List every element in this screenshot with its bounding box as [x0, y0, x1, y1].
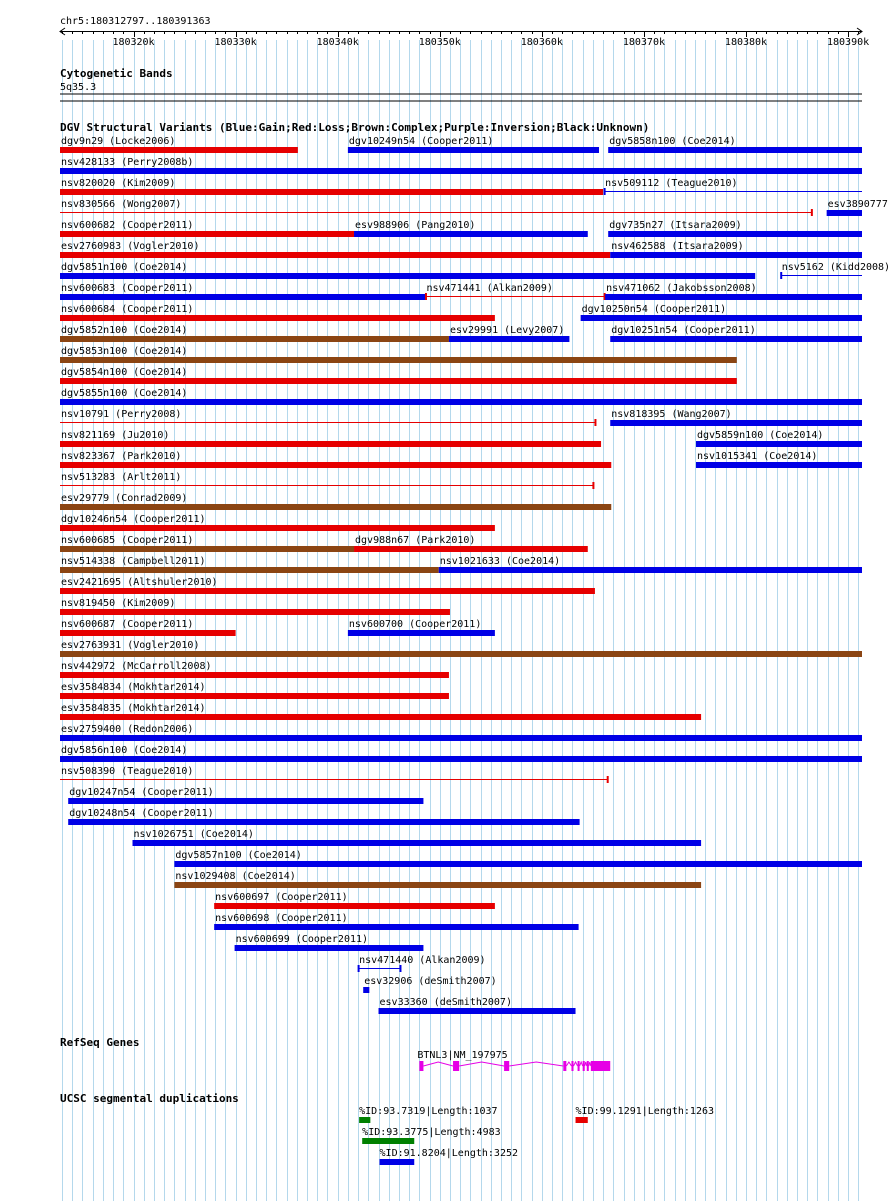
refseq-gene[interactable] — [417, 1050, 610, 1071]
dgv-feature[interactable] — [60, 703, 701, 720]
dgv-feature-label: dgv10246n54 (Cooper2011) — [61, 514, 206, 525]
dgv-feature-label: esv3584835 (Mokhtar2014) — [61, 703, 206, 714]
segdup-feature-bar[interactable] — [380, 1159, 415, 1165]
refseq-intron — [580, 1062, 583, 1066]
dgv-feature[interactable] — [214, 892, 495, 909]
segdup-feature-label: %ID:99.1291|Length:1263 — [575, 1106, 715, 1117]
refseq-intron — [589, 1062, 591, 1066]
dgv-feature[interactable] — [610, 325, 862, 342]
cytoband-label: 5q35.3 — [60, 82, 97, 93]
ruler-tick-label: 180330k — [214, 37, 257, 48]
dgv-feature[interactable] — [60, 304, 495, 321]
dgv-feature-label: nsv513283 (Arlt2011) — [61, 472, 182, 483]
dgv-feature[interactable] — [608, 220, 862, 237]
dgv-feature-bar[interactable] — [60, 693, 449, 699]
refseq-exon — [419, 1061, 423, 1071]
dgv-feature[interactable] — [827, 199, 888, 216]
dgv-feature-label: esv2760983 (Vogler2010) — [61, 241, 200, 252]
dgv-feature[interactable] — [60, 766, 608, 783]
dgv-feature-label: nsv600699 (Cooper2011) — [235, 934, 369, 945]
dgv-feature-label: nsv10791 (Perry2008) — [61, 409, 182, 420]
refseq-exon — [583, 1061, 585, 1071]
dgv-feature[interactable] — [348, 619, 495, 636]
refseq-track — [417, 1050, 610, 1071]
dgv-feature-bar[interactable] — [449, 336, 569, 342]
dgv-feature-bar[interactable] — [60, 336, 449, 342]
dgv-feature-label: nsv823367 (Park2010) — [61, 451, 182, 462]
ruler-tick-label: 180390k — [827, 37, 870, 48]
segdup-track-title: UCSC segmental duplications — [60, 1092, 239, 1105]
refseq-track-title: RefSeq Genes — [60, 1036, 140, 1049]
dgv-feature[interactable] — [60, 619, 236, 636]
dgv-feature-bar[interactable] — [174, 882, 701, 888]
dgv-feature-label: nsv1026751 (Coe2014) — [133, 829, 254, 840]
dgv-feature-label: dgv10249n54 (Cooper2011) — [348, 136, 494, 147]
dgv-feature-bar[interactable] — [60, 462, 611, 468]
dgv-feature-label: esv32906 (deSmith2007) — [364, 976, 497, 987]
dgv-feature[interactable] — [174, 871, 701, 888]
dgv-feature-bar[interactable] — [60, 294, 425, 300]
dgv-feature-label: nsv1015341 (Coe2014) — [696, 451, 818, 462]
dgv-feature-bar[interactable] — [354, 546, 588, 552]
dgv-feature-bar[interactable] — [60, 714, 701, 720]
dgv-feature-label: dgv5853n100 (Coe2014) — [61, 346, 188, 357]
dgv-feature-bar[interactable] — [60, 273, 755, 279]
dgv-feature-label: nsv600682 (Cooper2011) — [61, 220, 194, 231]
dgv-feature[interactable] — [581, 304, 862, 321]
dgv-feature-label: nsv1021633 (Coe2014) — [439, 556, 561, 567]
ruler-tick-label: 180350k — [418, 37, 461, 48]
dgv-feature-bar[interactable] — [60, 357, 737, 363]
dgv-feature[interactable] — [379, 997, 576, 1014]
dgv-feature-bar[interactable] — [60, 630, 236, 636]
dgv-feature-label: dgv10251n54 (Cooper2011) — [611, 325, 756, 336]
dgv-feature-bar[interactable] — [608, 231, 862, 237]
dgv-feature[interactable] — [358, 955, 485, 972]
dgv-feature-label: nsv818395 (Wang2007) — [611, 409, 732, 420]
dgv-feature-label: esv2763931 (Vogler2010) — [61, 640, 200, 651]
dgv-feature[interactable] — [60, 430, 601, 447]
dgv-feature[interactable] — [60, 682, 449, 699]
position-ruler[interactable] — [60, 28, 869, 48]
dgv-feature-label: dgv10247n54 (Cooper2011) — [69, 787, 214, 798]
dgv-feature[interactable] — [68, 787, 423, 804]
dgv-feature[interactable] — [60, 493, 611, 510]
dgv-feature[interactable] — [348, 136, 599, 153]
dgv-feature-bar[interactable] — [60, 609, 450, 615]
dgv-feature-bar[interactable] — [60, 399, 862, 405]
dgv-track-title: DGV Structural Variants (Blue:Gain;Red:Loss;Brown:Complex;Purple:Inversion;Black:Unknown) — [60, 121, 650, 134]
refseq-exon — [587, 1061, 589, 1071]
refseq-exon — [571, 1061, 573, 1071]
dgv-feature-bar[interactable] — [60, 651, 862, 657]
dgv-feature[interactable] — [60, 199, 812, 216]
dgv-feature-label: nsv508390 (Teague2010) — [61, 766, 194, 777]
dgv-feature-label: dgv5854n100 (Coe2014) — [61, 367, 188, 378]
dgv-feature-label: esv3584834 (Mokhtar2014) — [61, 682, 206, 693]
refseq-exon — [504, 1061, 509, 1071]
dgv-feature[interactable] — [60, 346, 737, 363]
dgv-feature-bar[interactable] — [348, 630, 495, 636]
dgv-feature-label: dgv5858n100 (Coe2014) — [609, 136, 736, 147]
dgv-feature[interactable] — [608, 136, 862, 153]
dgv-feature-bar[interactable] — [610, 420, 862, 426]
dgv-feature[interactable] — [60, 451, 611, 468]
dgv-feature-label: nsv5162 (Kidd2008) — [781, 262, 890, 273]
dgv-feature-bar[interactable] — [68, 798, 423, 804]
dgv-feature[interactable] — [60, 283, 425, 300]
dgv-feature[interactable] — [60, 220, 354, 237]
segdup-feature[interactable] — [362, 1127, 500, 1144]
refseq-exon — [453, 1061, 459, 1071]
location-label: chr5:180312797..180391363 — [60, 16, 211, 27]
dgv-feature-bar[interactable] — [174, 861, 862, 867]
dgv-feature-bar[interactable] — [60, 378, 737, 384]
dgv-feature-bar[interactable] — [696, 462, 862, 468]
dgv-feature-label: nsv514338 (Campbell2011) — [61, 556, 206, 567]
dgv-feature[interactable] — [60, 661, 449, 678]
ruler-tick-label: 180370k — [622, 37, 666, 48]
dgv-feature-label: esv2421695 (Altshuler2010) — [61, 577, 218, 588]
dgv-feature-label: dgv9n29 (Locke2006) — [61, 136, 176, 147]
dgv-feature-bar[interactable] — [60, 546, 354, 552]
dgv-feature-bar[interactable] — [214, 903, 495, 909]
dgv-feature-label: nsv830566 (Wong2007) — [61, 199, 182, 210]
dgv-feature-bar[interactable] — [354, 231, 588, 237]
dgv-feature-label: esv3890777 — [827, 199, 888, 210]
dgv-feature-bar[interactable] — [696, 441, 862, 447]
refseq-exon — [591, 1061, 610, 1071]
dgv-feature-bar[interactable] — [60, 735, 862, 741]
dgv-feature[interactable] — [60, 514, 495, 531]
cytoband-track-title: Cytogenetic Bands — [60, 67, 173, 80]
dgv-feature-label: nsv462588 (Itsara2009) — [611, 241, 744, 252]
dgv-feature-bar[interactable] — [60, 168, 862, 174]
dgv-feature-label: esv29991 (Levy2007) — [449, 325, 565, 336]
dgv-track — [60, 136, 890, 1014]
dgv-feature[interactable] — [610, 241, 862, 258]
segdup-feature-label: %ID:93.3775|Length:4983 — [362, 1127, 501, 1138]
dgv-feature-label: dgv735n27 (Itsara2009) — [609, 220, 742, 231]
dgv-feature-bar[interactable] — [379, 1008, 576, 1014]
dgv-feature-label: esv33360 (deSmith2007) — [379, 997, 512, 1008]
dgv-feature[interactable] — [605, 283, 862, 300]
dgv-feature-bar[interactable] — [60, 756, 862, 762]
dgv-feature-label: nsv1029408 (Coe2014) — [175, 871, 296, 882]
dgv-feature-bar[interactable] — [439, 567, 862, 573]
dgv-feature[interactable] — [60, 556, 439, 573]
segdup-feature-bar[interactable] — [362, 1138, 414, 1144]
dgv-feature-bar[interactable] — [581, 315, 862, 321]
dgv-feature-bar[interactable] — [60, 525, 495, 531]
dgv-feature-bar[interactable] — [60, 504, 611, 510]
segdup-feature-label: %ID:91.8204|Length:3252 — [379, 1148, 519, 1159]
dgv-feature-label: nsv428133 (Perry2008b) — [61, 157, 194, 168]
dgv-feature-label: dgv5855n100 (Coe2014) — [61, 388, 188, 399]
dgv-feature[interactable] — [696, 430, 862, 447]
dgv-feature-label: nsv600687 (Cooper2011) — [61, 619, 194, 630]
dgv-feature-label: nsv821169 (Ju2010) — [61, 430, 170, 441]
dgv-feature[interactable] — [60, 262, 755, 279]
ruler-tick-label: 180340k — [316, 37, 359, 48]
dgv-feature-label: nsv600684 (Cooper2011) — [61, 304, 194, 315]
refseq-gene-label: BTNL3|NM_197975 — [417, 1050, 508, 1061]
dgv-feature[interactable] — [439, 556, 862, 573]
dgv-feature-label: nsv600697 (Cooper2011) — [215, 892, 348, 903]
dgv-feature[interactable] — [60, 472, 594, 489]
dgv-feature-label: nsv819450 (Kim2009) — [61, 598, 176, 609]
dgv-feature-label: dgv5851n100 (Coe2014) — [61, 262, 188, 273]
dgv-feature-label: esv29779 (Conrad2009) — [61, 493, 188, 504]
segdup-feature-bar[interactable] — [576, 1117, 588, 1123]
dgv-feature-label: esv988906 (Pang2010) — [355, 220, 476, 231]
segdup-feature-label: %ID:93.7319|Length:1037 — [359, 1106, 498, 1117]
dgv-feature[interactable] — [174, 850, 862, 867]
dgv-feature-bar[interactable] — [348, 147, 599, 153]
dgv-feature-label: nsv471440 (Alkan2009) — [359, 955, 486, 966]
dgv-feature[interactable] — [235, 934, 424, 951]
dgv-feature[interactable] — [68, 808, 579, 825]
dgv-feature-bar[interactable] — [68, 819, 579, 825]
dgv-feature-bar[interactable] — [608, 147, 862, 153]
dgv-feature-bar[interactable] — [60, 672, 449, 678]
dgv-feature-label: dgv5857n100 (Coe2014) — [175, 850, 302, 861]
dgv-feature-bar[interactable] — [60, 189, 603, 195]
dgv-feature[interactable] — [60, 535, 354, 552]
dgv-feature-label: nsv509112 (Teague2010) — [605, 178, 738, 189]
segdup-track — [359, 1106, 714, 1165]
dgv-feature-bar[interactable] — [605, 294, 862, 300]
segdup-feature-bar[interactable] — [359, 1117, 370, 1123]
dgv-feature-bar[interactable] — [60, 252, 610, 258]
dgv-feature-label: dgv988n67 (Park2010) — [355, 535, 476, 546]
ruler-tick-label: 180360k — [520, 37, 563, 48]
dgv-feature-label: nsv471062 (Jakobsson2008) — [606, 283, 757, 294]
dgv-feature-label: nsv820020 (Kim2009) — [61, 178, 176, 189]
dgv-feature[interactable] — [60, 367, 737, 384]
dgv-feature-bar[interactable] — [610, 252, 862, 258]
dgv-feature-bar[interactable] — [60, 231, 354, 237]
dgv-feature-bar[interactable] — [235, 945, 424, 951]
dgv-feature[interactable] — [60, 136, 298, 153]
dgv-feature[interactable] — [60, 325, 449, 342]
ruler-tick-label: 180380k — [724, 37, 768, 48]
refseq-intron — [423, 1062, 453, 1066]
dgv-feature[interactable] — [425, 283, 605, 300]
ruler-tick-label: 180320k — [112, 37, 155, 48]
dgv-feature[interactable] — [604, 178, 862, 195]
refseq-exon — [563, 1061, 566, 1071]
dgv-feature-bar[interactable] — [60, 588, 595, 594]
dgv-feature[interactable] — [449, 325, 569, 342]
dgv-feature[interactable] — [60, 598, 450, 615]
refseq-intron — [509, 1062, 563, 1066]
refseq-exon — [578, 1061, 580, 1071]
dgv-feature-label: nsv600685 (Cooper2011) — [61, 535, 194, 546]
dgv-feature-label: nsv600683 (Cooper2011) — [61, 283, 194, 294]
refseq-intron — [585, 1062, 587, 1066]
dgv-feature[interactable] — [696, 451, 862, 468]
dgv-feature-label: esv2759400 (Redon2006) — [61, 724, 194, 735]
dgv-feature-bar[interactable] — [60, 567, 439, 573]
dgv-feature-bar[interactable] — [60, 441, 601, 447]
dgv-feature-bar[interactable] — [363, 987, 369, 993]
dgv-feature-label: dgv10250n54 (Cooper2011) — [581, 304, 727, 315]
dgv-feature-label: dgv5859n100 (Coe2014) — [696, 430, 824, 441]
dgv-feature-label: dgv5852n100 (Coe2014) — [61, 325, 188, 336]
dgv-feature-bar[interactable] — [60, 315, 495, 321]
refseq-intron — [573, 1062, 577, 1066]
refseq-intron — [566, 1062, 571, 1066]
dgv-feature-bar[interactable] — [133, 840, 702, 846]
dgv-feature-bar[interactable] — [60, 147, 298, 153]
dgv-feature[interactable] — [60, 241, 610, 258]
dgv-feature-label: nsv471441 (Alkan2009) — [426, 283, 553, 294]
dgv-feature-label: nsv600700 (Cooper2011) — [348, 619, 482, 630]
dgv-feature[interactable] — [133, 829, 702, 846]
dgv-feature-bar[interactable] — [214, 924, 578, 930]
segdup-feature[interactable] — [380, 1148, 518, 1165]
dgv-feature-bar[interactable] — [827, 210, 862, 216]
dgv-feature-bar[interactable] — [610, 336, 862, 342]
dgv-feature-label: dgv10248n54 (Cooper2011) — [69, 808, 214, 819]
dgv-feature[interactable] — [214, 913, 578, 930]
dgv-feature[interactable] — [363, 976, 496, 993]
dgv-feature-label: nsv600698 (Cooper2011) — [215, 913, 348, 924]
dgv-feature-label: nsv442972 (McCarroll2008) — [61, 661, 212, 672]
dgv-feature-label: dgv5856n100 (Coe2014) — [61, 745, 188, 756]
